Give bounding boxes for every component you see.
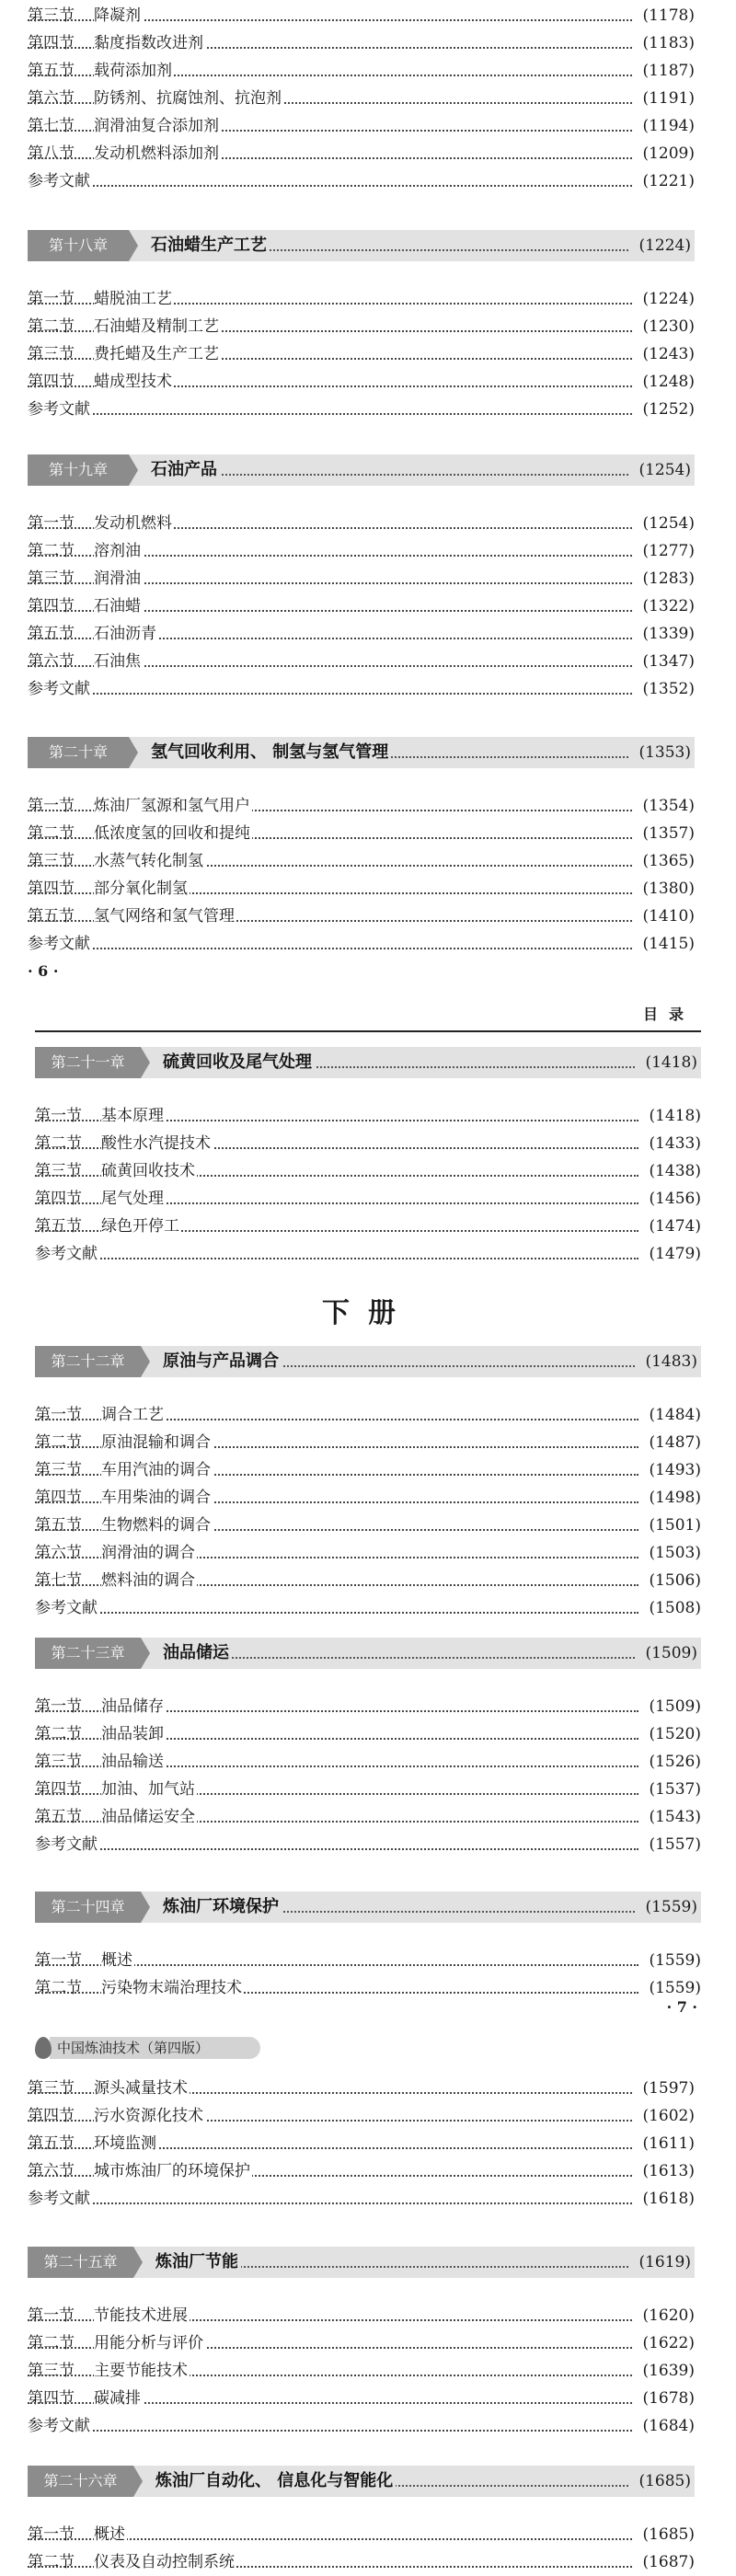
section-title: 参考文献 xyxy=(28,680,90,698)
section-title: 概述 xyxy=(101,1951,132,1970)
toc-entry[interactable] xyxy=(35,1429,701,1456)
page-ref: (1613) xyxy=(639,2157,695,2185)
section-title: 基本原理 xyxy=(101,1107,164,1125)
page-ref: (1456) xyxy=(646,1185,701,1213)
section-title: 概述 xyxy=(94,2525,125,2544)
chapter-title: 石油产品 xyxy=(151,454,220,486)
toc-entry[interactable] xyxy=(28,510,695,537)
section-number: 第三节 xyxy=(28,345,75,363)
page-ref: (1537) xyxy=(646,1776,701,1803)
leader-dots xyxy=(35,1848,638,1850)
toc-entry[interactable] xyxy=(28,2130,695,2157)
references-entry[interactable] xyxy=(28,675,695,703)
section-number: 第三节 xyxy=(35,1753,82,1771)
book-title: 中国炼油技术（第四版） xyxy=(57,2040,210,2056)
section-title: 氢气网络和氢气管理 xyxy=(94,907,235,926)
chapter-header-23[interactable] xyxy=(35,1638,701,1669)
section-title: 润滑油 xyxy=(94,569,141,588)
section-number: 第二节 xyxy=(28,317,75,336)
section-number: 第二节 xyxy=(28,542,75,560)
section-number: 第八节 xyxy=(28,144,75,163)
toc-entry[interactable] xyxy=(28,537,695,565)
page-ref: (1357) xyxy=(639,820,695,847)
toc-entry[interactable] xyxy=(35,1693,701,1720)
section-number: 第三节 xyxy=(35,1461,82,1479)
toc-entry[interactable] xyxy=(35,1157,701,1185)
section-title: 原油混输和调合 xyxy=(101,1433,211,1452)
section-title: 碳减排 xyxy=(94,2389,141,2408)
section-title: 炼油厂氢源和氢气用户 xyxy=(94,797,250,815)
page-ref: (1520) xyxy=(646,1720,701,1748)
leader-dots xyxy=(28,185,632,187)
entry-list xyxy=(28,2,695,195)
section-number: 第四节 xyxy=(28,880,75,898)
toc-entry[interactable] xyxy=(28,112,695,140)
toc-entry[interactable] xyxy=(35,1748,701,1776)
section-title: 防锈剂、抗腐蚀剂、抗泡剂 xyxy=(94,89,282,108)
page-ref: (1543) xyxy=(646,1803,701,1831)
chapter-number: 第二十四章 xyxy=(35,1892,141,1923)
page-ref: (1433) xyxy=(646,1130,701,1157)
chapter-page-ref: (1559) xyxy=(642,1892,697,1923)
toc-entry[interactable] xyxy=(28,340,695,368)
page-ref: (1352) xyxy=(639,675,695,703)
section-title: 石油蜡 xyxy=(94,597,141,615)
chapter-title: 油品储运 xyxy=(163,1638,232,1669)
section-title: 油品储存 xyxy=(101,1697,164,1716)
chapter-title: 硫黄回收及尾气处理 xyxy=(163,1047,315,1078)
toc-entry[interactable] xyxy=(35,1567,701,1594)
chapter-title: 石油蜡生产工艺 xyxy=(151,230,270,261)
references-entry[interactable] xyxy=(28,167,695,195)
section-title: 调合工艺 xyxy=(101,1406,164,1424)
chapter-header-26[interactable] xyxy=(28,2466,695,2497)
chapter-page-ref: (1483) xyxy=(642,1346,697,1377)
leader-dots xyxy=(28,693,632,695)
section-number: 第七节 xyxy=(28,117,75,135)
toc-entry[interactable] xyxy=(28,29,695,57)
chapter-title: 氢气回收利用、 制氢与氢气管理 xyxy=(151,737,391,768)
leader-dots xyxy=(28,2430,632,2432)
references-entry[interactable] xyxy=(35,1240,701,1268)
section-title: 载荷添加剂 xyxy=(94,62,172,80)
section-number: 第四节 xyxy=(35,1489,82,1507)
toc-entry[interactable] xyxy=(35,1720,701,1748)
page-ref: (1224) xyxy=(639,285,695,313)
section-title: 环境监测 xyxy=(94,2134,156,2153)
section-title: 水蒸气转化制氢 xyxy=(94,852,203,870)
page-ref: (1243) xyxy=(639,340,695,368)
page-ref: (1322) xyxy=(639,592,695,620)
section-title: 污染物末端治理技术 xyxy=(101,1979,242,1997)
section-number: 第一节 xyxy=(28,2306,75,2325)
section-number: 第二节 xyxy=(28,2334,75,2352)
page-ref: (1418) xyxy=(646,1102,701,1130)
volume-title: 下册 xyxy=(322,1297,414,1329)
page-ref: (1283) xyxy=(639,565,695,592)
page-ref: (1620) xyxy=(639,2302,695,2329)
toc-entry[interactable] xyxy=(28,313,695,340)
chapter-page-ref: (1509) xyxy=(642,1638,697,1669)
page-ref: (1252) xyxy=(639,396,695,423)
page-ref: (1479) xyxy=(646,1240,701,1268)
page-ref: (1498) xyxy=(646,1484,701,1512)
page-ref: (1508) xyxy=(646,1594,701,1622)
chapter-number: 第二十二章 xyxy=(35,1346,141,1377)
toc-entry[interactable] xyxy=(35,1185,701,1213)
page-ref: (1684) xyxy=(639,2412,695,2440)
entry-list xyxy=(28,2075,695,2213)
page-ref: (1209) xyxy=(639,140,695,167)
section-number: 第二节 xyxy=(35,1725,82,1743)
page-ref: (1354) xyxy=(639,792,695,820)
toc-entry[interactable] xyxy=(28,368,695,396)
toc-entry[interactable] xyxy=(28,2302,695,2329)
entry-list xyxy=(35,1401,701,1622)
toc-entry[interactable] xyxy=(28,592,695,620)
chapter-number: 第十八章 xyxy=(28,230,129,261)
section-number: 第二节 xyxy=(35,1134,82,1153)
leader-dots xyxy=(28,2202,632,2204)
page-ref: (1559) xyxy=(646,1947,701,1974)
section-title: 参考文献 xyxy=(28,172,90,190)
chapter-page-ref: (1619) xyxy=(636,2247,691,2278)
section-title: 石油沥青 xyxy=(94,625,156,643)
toc-entry[interactable] xyxy=(35,1130,701,1157)
section-title: 发动机燃料 xyxy=(94,514,172,533)
entry-list xyxy=(28,510,695,703)
toc-entry[interactable] xyxy=(35,1401,701,1429)
section-number: 第一节 xyxy=(28,797,75,815)
section-number: 第一节 xyxy=(28,290,75,308)
page-ref: (1415) xyxy=(639,930,695,958)
toc-entry[interactable] xyxy=(28,820,695,847)
entry-list xyxy=(28,792,695,958)
book-title-badge xyxy=(35,2033,260,2063)
page-ref: (1277) xyxy=(639,537,695,565)
section-number: 第六节 xyxy=(28,89,75,108)
entry-list xyxy=(35,1693,701,1858)
section-title: 酸性水汽提技术 xyxy=(101,1134,211,1153)
section-number: 第五节 xyxy=(35,1808,82,1826)
toc-entry[interactable] xyxy=(28,85,695,112)
page-ref: (1248) xyxy=(639,368,695,396)
toc-entry[interactable] xyxy=(35,1974,701,2002)
toc-entry[interactable] xyxy=(28,285,695,313)
page-number: · 7 · xyxy=(666,1998,697,2016)
section-number: 第三节 xyxy=(35,1162,82,1180)
section-number: 第四节 xyxy=(28,34,75,52)
toc-entry[interactable] xyxy=(28,2075,695,2102)
section-number: 第二节 xyxy=(35,1433,82,1452)
section-title: 参考文献 xyxy=(35,1245,98,1263)
section-number: 第三节 xyxy=(28,2362,75,2380)
section-number: 第七节 xyxy=(35,1571,82,1590)
section-title: 石油焦 xyxy=(94,652,141,671)
chapter-page-ref: (1254) xyxy=(636,454,691,486)
page-ref: (1678) xyxy=(639,2385,695,2412)
entry-list xyxy=(35,1947,701,2002)
section-title: 部分氧化制氢 xyxy=(94,880,188,898)
section-title: 参考文献 xyxy=(28,2190,90,2208)
entry-list xyxy=(28,285,695,423)
toc-entry[interactable] xyxy=(28,2357,695,2385)
chapter-header-18[interactable] xyxy=(28,230,695,261)
section-title: 燃料油的调合 xyxy=(101,1571,195,1590)
page-ref: (1687) xyxy=(639,2548,695,2576)
section-title: 润滑油的调合 xyxy=(101,1544,195,1562)
section-number: 第一节 xyxy=(28,2525,75,2544)
page-ref: (1380) xyxy=(639,875,695,903)
toc-entry[interactable] xyxy=(28,792,695,820)
section-title: 蜡成型技术 xyxy=(94,373,172,391)
toc-entry[interactable] xyxy=(35,1102,701,1130)
section-title: 参考文献 xyxy=(35,1835,98,1854)
section-title: 硫黄回收技术 xyxy=(101,1162,195,1180)
page-ref: (1230) xyxy=(639,313,695,340)
section-title: 参考文献 xyxy=(28,935,90,953)
section-title: 参考文献 xyxy=(28,2417,90,2435)
chapter-header-25[interactable] xyxy=(28,2247,695,2278)
toc-page-6 xyxy=(0,0,736,984)
page-ref: (1559) xyxy=(646,1974,701,2002)
chapter-header-20[interactable] xyxy=(28,737,695,768)
chapter-header-19[interactable] xyxy=(28,454,695,486)
section-title: 生物燃料的调合 xyxy=(101,1516,211,1535)
page-ref: (1493) xyxy=(646,1456,701,1484)
chapter-number: 第二十五章 xyxy=(28,2247,133,2278)
section-title: 费托蜡及生产工艺 xyxy=(94,345,219,363)
chapter-header-24[interactable] xyxy=(35,1892,701,1923)
toc-entry[interactable] xyxy=(35,1947,701,1974)
page-ref: (1557) xyxy=(646,1831,701,1858)
section-number: 第四节 xyxy=(35,1190,82,1208)
section-title: 油品储运安全 xyxy=(101,1808,195,1826)
oil-drop-icon xyxy=(35,2037,52,2059)
toc-entry[interactable] xyxy=(28,648,695,675)
section-title: 油品输送 xyxy=(101,1753,164,1771)
section-number: 第六节 xyxy=(28,2162,75,2180)
chapter-page-ref: (1353) xyxy=(636,737,691,768)
chapter-title: 炼油厂自动化、 信息化与智能化 xyxy=(155,2466,396,2497)
section-title: 蜡脱油工艺 xyxy=(94,290,172,308)
section-number: 第一节 xyxy=(35,1951,82,1970)
chapter-header-22[interactable] xyxy=(35,1346,701,1377)
section-number: 第五节 xyxy=(35,1516,82,1535)
section-title: 城市炼油厂的环境保护 xyxy=(94,2162,250,2180)
section-number: 第三节 xyxy=(28,569,75,588)
section-number: 第三节 xyxy=(28,6,75,25)
section-number: 第四节 xyxy=(28,373,75,391)
toc-entry[interactable] xyxy=(35,1539,701,1567)
page-ref: (1410) xyxy=(639,903,695,930)
section-number: 第四节 xyxy=(28,2389,75,2408)
section-number: 第六节 xyxy=(35,1544,82,1562)
toc-entry[interactable] xyxy=(35,1456,701,1484)
section-number: 第二节 xyxy=(28,2553,75,2571)
leader-dots xyxy=(28,413,632,415)
chapter-header-21[interactable] xyxy=(35,1047,701,1078)
section-number: 第一节 xyxy=(35,1406,82,1424)
chapter-number: 第二十三章 xyxy=(35,1638,141,1669)
leader-dots xyxy=(151,474,628,476)
section-title: 加油、加气站 xyxy=(101,1780,195,1799)
chapter-number: 第二十六章 xyxy=(28,2466,133,2497)
page-ref: (1526) xyxy=(646,1748,701,1776)
section-title: 污水资源化技术 xyxy=(94,2107,203,2125)
chapter-page-ref: (1685) xyxy=(636,2466,691,2497)
page-ref: (1501) xyxy=(646,1512,701,1539)
entry-list xyxy=(28,2302,695,2440)
section-title: 车用汽油的调合 xyxy=(101,1461,211,1479)
section-number: 第五节 xyxy=(35,1217,82,1236)
section-number: 第四节 xyxy=(28,2107,75,2125)
leader-dots xyxy=(35,1612,638,1614)
toc-entry[interactable] xyxy=(28,2,695,29)
leader-dots xyxy=(163,1657,635,1659)
toc-entry[interactable] xyxy=(35,1484,701,1512)
section-title: 源头减量技术 xyxy=(94,2079,188,2098)
section-title: 润滑油复合添加剂 xyxy=(94,117,219,135)
toc-entry[interactable] xyxy=(35,1803,701,1831)
page-ref: (1339) xyxy=(639,620,695,648)
page-number: · 6 · xyxy=(28,962,59,980)
section-title: 尾气处理 xyxy=(101,1190,164,1208)
page-ref: (1347) xyxy=(639,648,695,675)
toc-entry[interactable] xyxy=(28,2329,695,2357)
section-title: 用能分析与评价 xyxy=(94,2334,203,2352)
section-number: 第二节 xyxy=(28,824,75,843)
chapter-number: 第十九章 xyxy=(28,454,129,486)
section-title: 车用柴油的调合 xyxy=(101,1489,211,1507)
toc-entry[interactable] xyxy=(28,2548,695,2576)
toc-page-7 xyxy=(0,1003,736,2019)
toc-entry[interactable] xyxy=(28,57,695,85)
page-ref: (1187) xyxy=(639,57,695,85)
page-ref: (1622) xyxy=(639,2329,695,2357)
page-ref: (1503) xyxy=(646,1539,701,1567)
toc-entry[interactable] xyxy=(28,875,695,903)
section-number: 第五节 xyxy=(28,625,75,643)
chapter-number: 第二十章 xyxy=(28,737,129,768)
references-entry[interactable] xyxy=(28,2412,695,2440)
page-ref: (1183) xyxy=(639,29,695,57)
running-header: 目录 xyxy=(642,1006,695,1023)
chapter-title: 炼油厂环境保护 xyxy=(163,1892,282,1923)
references-entry[interactable] xyxy=(28,396,695,423)
section-number: 第三节 xyxy=(28,2079,75,2098)
chapter-title: 原油与产品调合 xyxy=(163,1346,282,1377)
toc-entry[interactable] xyxy=(28,2102,695,2130)
toc-entry[interactable] xyxy=(28,2385,695,2412)
page-ref: (1618) xyxy=(639,2185,695,2213)
section-number: 第五节 xyxy=(28,2134,75,2153)
section-number: 第六节 xyxy=(28,652,75,671)
section-number: 第一节 xyxy=(28,514,75,533)
section-number: 第四节 xyxy=(35,1780,82,1799)
toc-entry[interactable] xyxy=(28,2157,695,2185)
toc-entry[interactable] xyxy=(35,1213,701,1240)
page-ref: (1597) xyxy=(639,2075,695,2102)
section-number: 第二节 xyxy=(35,1979,82,1997)
page-ref: (1685) xyxy=(639,2521,695,2548)
section-title: 主要节能技术 xyxy=(94,2362,188,2380)
toc-entry[interactable] xyxy=(35,1776,701,1803)
leader-dots xyxy=(28,948,632,949)
page-ref: (1365) xyxy=(639,847,695,875)
section-title: 黏度指数改进剂 xyxy=(94,34,203,52)
page-ref: (1194) xyxy=(639,112,695,140)
page-ref: (1221) xyxy=(639,167,695,195)
page-ref: (1639) xyxy=(639,2357,695,2385)
references-entry[interactable] xyxy=(28,2185,695,2213)
section-number: 第一节 xyxy=(35,1697,82,1716)
references-entry[interactable] xyxy=(28,930,695,958)
page-ref: (1474) xyxy=(646,1213,701,1240)
page-ref: (1611) xyxy=(639,2130,695,2157)
page-ref: (1438) xyxy=(646,1157,701,1185)
toc-entry[interactable] xyxy=(35,1512,701,1539)
page-ref: (1487) xyxy=(646,1429,701,1456)
entry-list xyxy=(28,2521,695,2576)
section-title: 发动机燃料添加剂 xyxy=(94,144,219,163)
page-ref: (1178) xyxy=(639,2,695,29)
page-ref: (1506) xyxy=(646,1567,701,1594)
page-ref: (1484) xyxy=(646,1401,701,1429)
chapter-page-ref: (1418) xyxy=(642,1047,697,1078)
leader-dots xyxy=(35,1258,638,1259)
toc-entry[interactable] xyxy=(28,565,695,592)
section-title: 石油蜡及精制工艺 xyxy=(94,317,219,336)
page-ref: (1254) xyxy=(639,510,695,537)
references-entry[interactable] xyxy=(35,1831,701,1858)
toc-entry[interactable] xyxy=(28,847,695,875)
chapter-title: 炼油厂节能 xyxy=(155,2247,241,2278)
entry-list xyxy=(35,1102,701,1268)
section-title: 油品装卸 xyxy=(101,1725,164,1743)
section-title: 绿色开停工 xyxy=(101,1217,179,1236)
references-entry[interactable] xyxy=(35,1594,701,1622)
page-ref: (1191) xyxy=(639,85,695,112)
page-ref: (1602) xyxy=(639,2102,695,2130)
page-ref: (1509) xyxy=(646,1693,701,1720)
toc-entry[interactable] xyxy=(28,2521,695,2548)
section-title: 参考文献 xyxy=(28,400,90,419)
section-title: 参考文献 xyxy=(35,1599,98,1617)
toc-entry[interactable] xyxy=(28,903,695,930)
section-number: 第五节 xyxy=(28,907,75,926)
section-title: 低浓度氢的回收和提纯 xyxy=(94,824,250,843)
toc-entry[interactable] xyxy=(28,620,695,648)
section-title: 降凝剂 xyxy=(94,6,141,25)
chapter-page-ref: (1224) xyxy=(636,230,691,261)
section-number: 第四节 xyxy=(28,597,75,615)
chapter-number: 第二十一章 xyxy=(35,1047,141,1078)
toc-entry[interactable] xyxy=(28,140,695,167)
section-number: 第五节 xyxy=(28,62,75,80)
section-number: 第三节 xyxy=(28,852,75,870)
section-title: 溶剂油 xyxy=(94,542,141,560)
toc-page-8 xyxy=(0,2033,736,2571)
section-title: 节能技术进展 xyxy=(94,2306,188,2325)
section-number: 第一节 xyxy=(35,1107,82,1125)
section-title: 仪表及自动控制系统 xyxy=(94,2553,235,2571)
header-rule xyxy=(35,1030,701,1032)
